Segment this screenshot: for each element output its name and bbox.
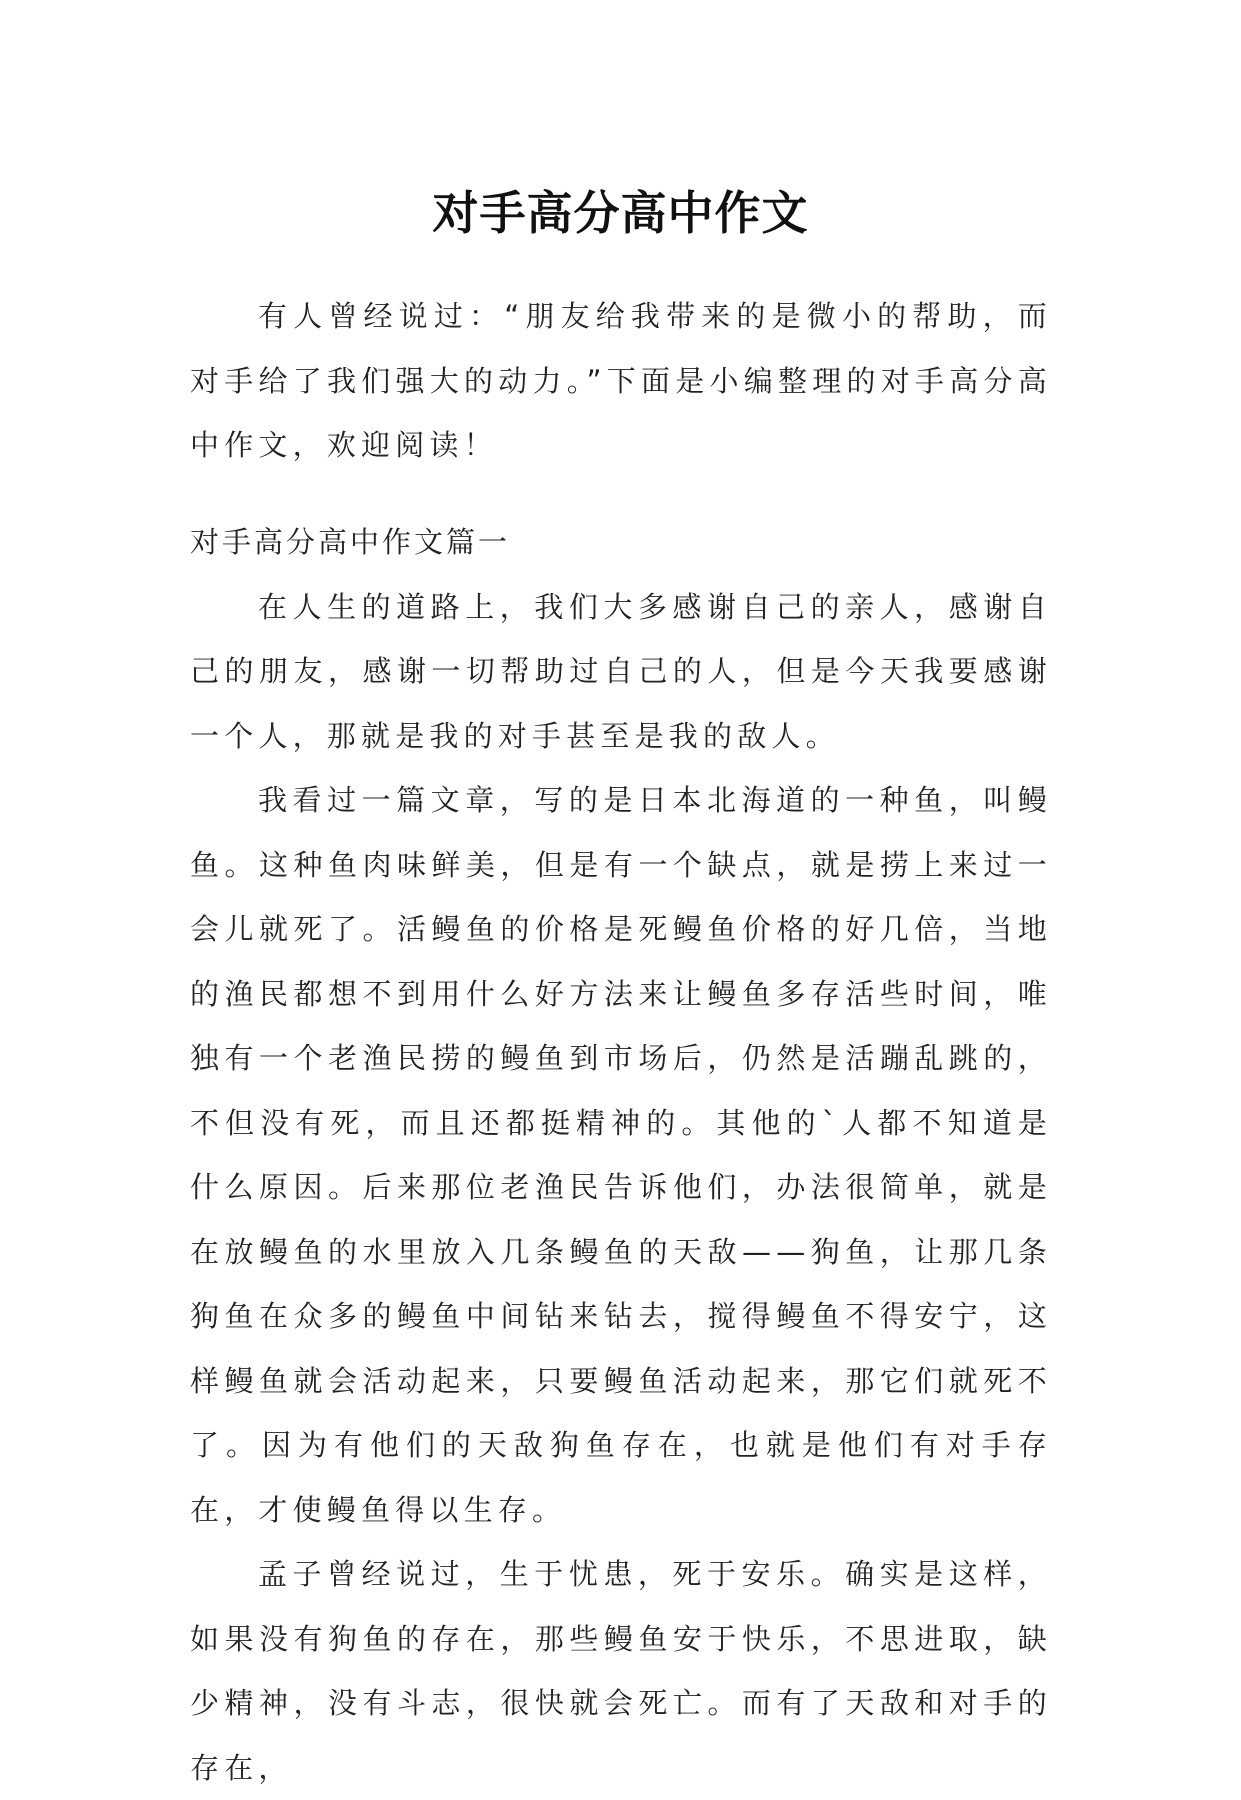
essay-paragraph-1: 在人生的道路上，我们大多感谢自己的亲人，感谢自己的朋友，感谢一切帮助过自己的人，但是今天我要感谢一个人，那就是我的对手甚至是我的敌人。 [190,589,1052,753]
page-title: 对手高分高中作文 [432,185,809,240]
essay-paragraph-2: 我看过一篇文章，写的是日本北海道的一种鱼，叫鳗鱼。这种鱼肉味鲜美，但是有一个缺点，就是捞上来过一会儿就死了。活鳗鱼的价格是死鳗鱼价格的好几倍，当地的渔民都想不到用什么好方法来让鳗鱼多存活些时间，唯独有一个老渔民捞的鳗鱼到市场后，仍然是活蹦乱跳的，不但没有死，而且还都挺精神的。其他的`人都不知道是什么原因。后来那位老渔民告诉他们，办法很简单，就是在放鳗鱼的水里放入几条鳗鱼的天敌——狗鱼，让那几条狗鱼在众多的鳗鱼中间钻来钻去，搅得鳗鱼不得安宁，这样鳗鱼就会活动起来，只要鳗鱼活动起来，那它们就死不了。因为有他们的天敌狗鱼存在，也就是他们有对手存在，才使鳗鱼得以生存。 [190,783,1052,1527]
intro-paragraph: 有人曾经说过：“朋友给我带来的是微小的帮助，而对手给了我们强大的动力。”下面是小编整理的对手高分高中作文，欢迎阅读！ [190,299,1052,462]
essay-paragraph-3: 孟子曾经说过，生于忧患，死于安乐。确实是这样，如果没有狗鱼的存在，那些鳗鱼安于快乐，不思进取，缺少精神，没有斗志，很快就会死亡。而有了天敌和对手的存在， [190,1557,1052,1785]
essay-block [190,510,1052,1800]
section-heading: 对手高分高中作文篇一 [190,525,511,559]
intro-block [190,284,1052,478]
